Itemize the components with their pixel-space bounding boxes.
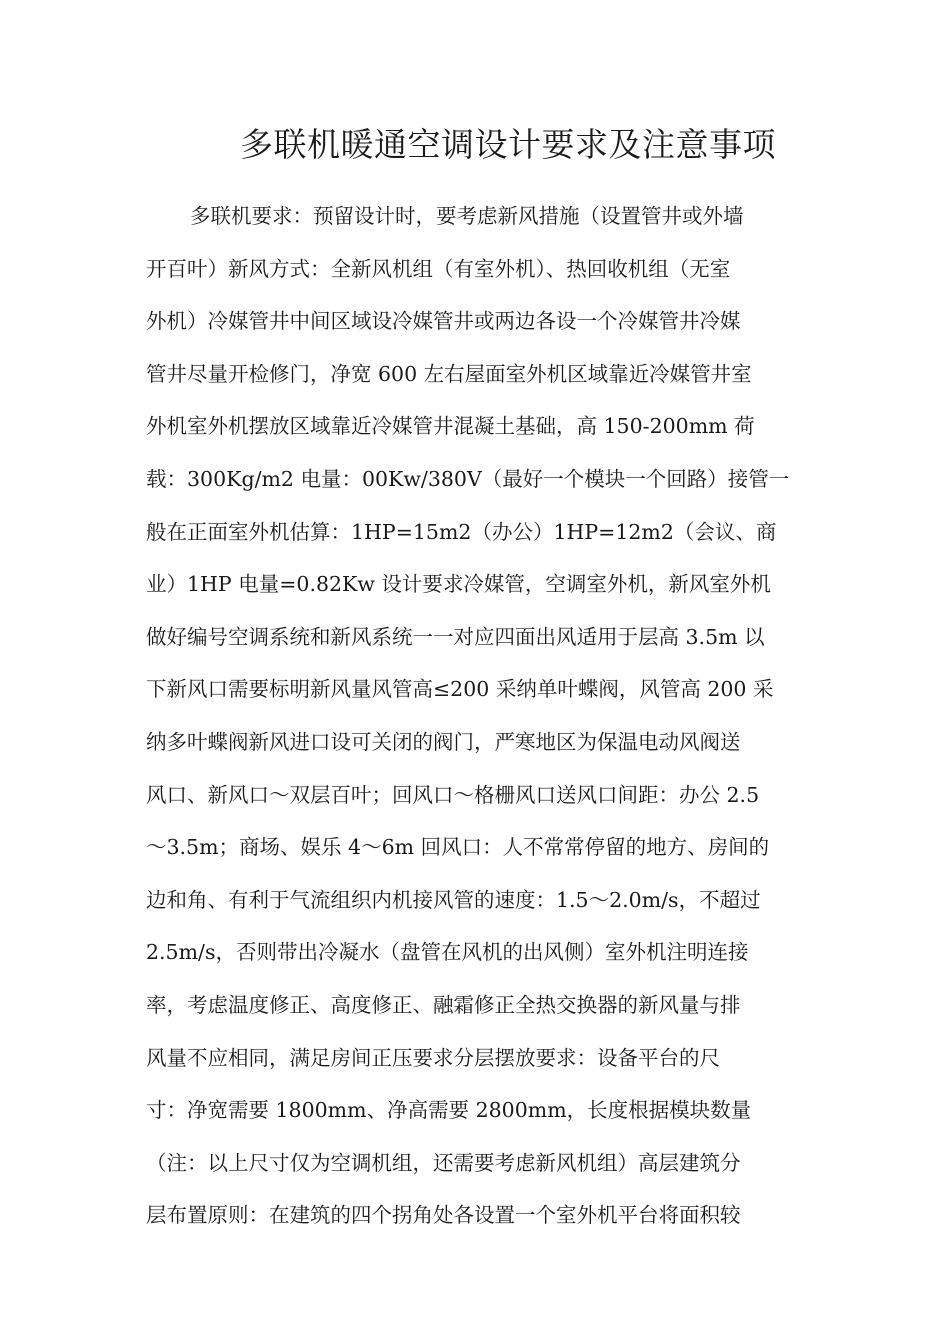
paragraph-line: 率，考虑温度修正、高度修正、融霜修正全热交换器的新风量与排 xyxy=(146,992,741,1017)
paragraph-line: 下新风口需要标明新风量风管高≤200 采纳单叶蝶阀，风管高 200 采 xyxy=(146,677,774,702)
paragraph-line: 开百叶）新风方式：全新风机组（有室外机）、热回收机组（无室 xyxy=(146,256,731,281)
paragraph-line: 纳多叶蝶阀新风进口设可关闭的阀门，严寒地区为保温电动风阀送 xyxy=(146,729,741,754)
document-title: 多联机暖通空调设计要求及注意事项 xyxy=(240,125,776,164)
paragraph-line: 业）1HP 电量=0.82Kw 设计要求冷媒管，空调室外机，新风室外机 xyxy=(146,572,771,597)
paragraph-line: 做好编号空调系统和新风系统一一对应四面出风适用于层高 3.5m 以 xyxy=(146,624,765,649)
paragraph-line: 风口、新风口～双层百叶；回风口～格栅风口送风口间距：办公 2.5 xyxy=(146,782,760,807)
paragraph-line: 般在正面室外机估算：1HP=15m2（办公）1HP=12m2（会议、商 xyxy=(146,519,777,544)
paragraph-line: 寸：净宽需要 1800mm、净高需要 2800mm，长度根据模块数量 xyxy=(146,1098,752,1123)
paragraph-line: 风量不应相同，满足房间正压要求分层摆放要求：设备平台的尺 xyxy=(146,1045,720,1070)
paragraph-line: ～3.5m；商场、娱乐 4～6m 回风口：人不常常停留的地方、房间的 xyxy=(146,835,770,860)
paragraph-line: 边和角、有利于气流组织内机接风管的速度：1.5～2.0m/s，不超过 xyxy=(146,887,761,912)
paragraph-first-line: 多联机要求：预留设计时，要考虑新风措施（设置管井或外墙 xyxy=(190,204,744,228)
paragraph-line: 外机室外机摆放区域靠近冷媒管井混凝土基础，高 150-200mm 荷 xyxy=(146,414,755,439)
paragraph-line: 2.5m/s，否则带出冷凝水（盘管在风机的出风侧）室外机注明连接 xyxy=(146,940,749,965)
paragraph-line: 管井尽量开检修门，净宽 600 左右屋面室外机区域靠近冷媒管井室 xyxy=(146,361,752,386)
paragraph-line: （注：以上尺寸仅为空调机组，还需要考虑新风机组）高层建筑分 xyxy=(146,1150,741,1175)
document-body xyxy=(146,196,826,1248)
paragraph-line: 载：300Kg/m2 电量：00Kw/380V（最好一个模块一个回路）接管一 xyxy=(146,466,790,491)
paragraph-line: 外机）冷媒管井中间区域设冷媒管井或两边各设一个冷媒管井冷媒 xyxy=(146,309,741,334)
paragraph-line: 层布置原则：在建筑的四个拐角处各设置一个室外机平台将面积较 xyxy=(146,1203,741,1228)
